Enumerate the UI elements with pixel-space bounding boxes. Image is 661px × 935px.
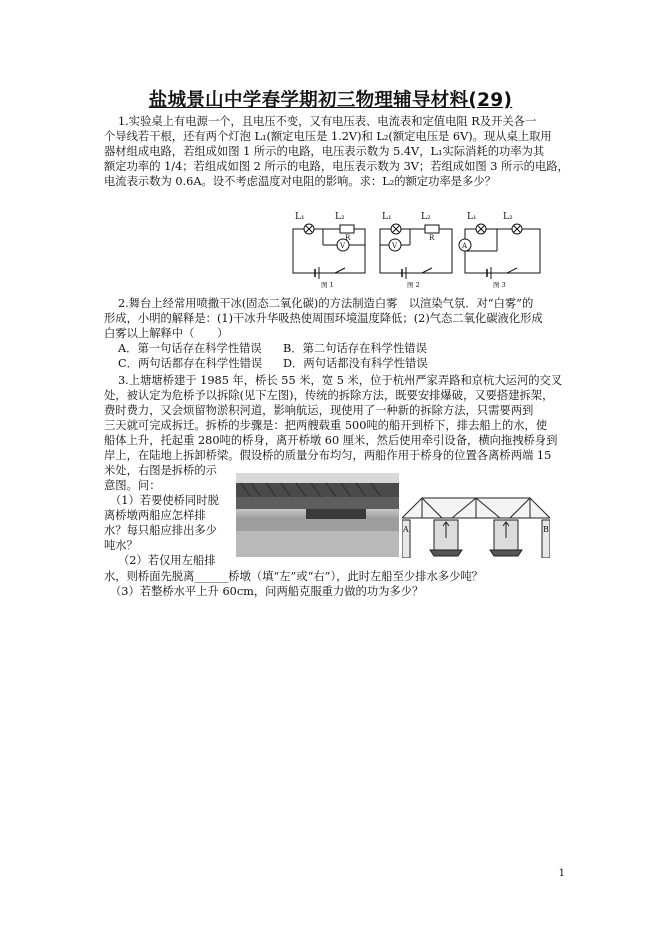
- svg-text:A: A: [403, 525, 409, 534]
- q2-option-a: A．第一句话存在科学性错误: [118, 342, 262, 355]
- svg-text:图 2: 图 2: [407, 281, 420, 289]
- q2-option-d: D．两句话都没有科学性错误: [283, 357, 428, 370]
- q2-line: 白雾以上解释中（ ）: [104, 327, 229, 340]
- q3-line: 3.上塘塘桥建于 1985 年，桥长 55 米，宽 5 米，位于杭州严家弄路和京杭大运河的交叉: [118, 374, 563, 387]
- q3-tail-line: 水，则桥面先脱离______桥墩（填“左”或“右”），此时左船至少排水多少吨？: [104, 570, 483, 583]
- svg-text:图 3: 图 3: [493, 281, 506, 289]
- svg-text:R: R: [345, 234, 351, 242]
- q2-option-b: B．第二句话存在科学性错误: [283, 342, 427, 355]
- q3-left-line: 米处，右图是拆桥的示: [104, 464, 217, 477]
- q3-line: 处，被认定为危桥予以拆除(见下左图)，传统的拆除方法，既要安排爆破，又要搭建拆架，: [104, 389, 554, 402]
- svg-text:L₂: L₂: [503, 212, 513, 222]
- q3-line: 三天就可完成拆迁。拆桥的步骤是：把两艘载重 500吨的船开到桥下，排去船上的水，使: [104, 419, 548, 432]
- q1-line: 1.实验桌上有电源一个，且电压不变，又有电压表、电流表和定值电阻 R及开关各一: [118, 115, 537, 128]
- q1-line: 器材组成电路，若组成如图 1 所示的电路，电压表示数为 5.4V，L₁实际消耗的功率为其: [104, 145, 545, 158]
- q3-left-line: 水？每只船应排出多少: [104, 524, 217, 537]
- circuit-diagrams: [285, 205, 550, 290]
- svg-text:V: V: [340, 242, 346, 250]
- svg-text:L₂: L₂: [421, 212, 431, 222]
- svg-text:图 1: 图 1: [321, 281, 334, 289]
- q3-left-line: 意图。问：: [104, 479, 161, 492]
- q2-line: 2.舞台上经常用喷撒干冰(固态二氧化碳)的方法制造白雾 以渲染气氛．对“白雾”的: [118, 297, 534, 310]
- svg-text:B: B: [543, 525, 549, 534]
- svg-text:L₁: L₁: [382, 212, 392, 222]
- q2-line: 形成，小明的解释是：(1)干冰升华吸热使周围环境温度降低；(2)气态二氧化碳液化形成: [104, 312, 543, 325]
- svg-text:R: R: [429, 234, 435, 242]
- svg-text:L₂: L₂: [335, 212, 345, 222]
- page-title: 盐城景山中学春学期初三物理辅导材料(29): [148, 90, 513, 111]
- svg-text:L₁: L₁: [295, 212, 305, 222]
- svg-text:L₁: L₁: [467, 212, 477, 222]
- q3-tail-line: （3）若整桥水平上升 60cm，问两船克服重力做的功为多少？: [110, 585, 424, 598]
- bridge-diagram: [402, 488, 550, 558]
- q1-line: 个导线若干根，还有两个灯泡 L₁(额定电压是 1.2V)和 L₂(额定电压是 6V)。现从桌上取用: [104, 130, 552, 143]
- q1-line: 电流表示数为 0.6A。设不考虑温度对电阻的影响。求：L₂的额定功率是多少？: [104, 175, 496, 188]
- svg-text:A: A: [462, 242, 468, 250]
- q3-line: 费时费力，又会烦留物淤积河道，影响航运，现使用了一种新的拆除方法，只需要两到: [104, 404, 534, 417]
- q3-left-line: 离桥墩两船应怎样排: [104, 509, 206, 522]
- q3-left-line: 吨水？: [104, 539, 138, 552]
- q3-line: 船体上升，托起重 280吨的桥身，离开桥墩 60 厘米，然后使用牵引设备，横向拖拽桥身到: [104, 434, 558, 447]
- q3-left-line: （2）若仅用左船排: [118, 554, 216, 567]
- svg-text:V: V: [392, 242, 398, 250]
- bridge-photo: [236, 473, 399, 557]
- q2-option-c: C．两句话都存在科学性错误: [118, 357, 263, 370]
- q3-left-line: （1）若要使桥同时脱: [110, 494, 219, 507]
- page-number: 1: [558, 868, 565, 879]
- q1-line: 额定功率的 1/4；若组成如图 2 所示的电路，电压表示数为 3V；若组成如图 3 所示的电路，: [104, 160, 569, 173]
- q3-line: 岸上，在陆地上拆卸桥梁。假设桥的质量分布均匀，两船作用于桥身的位置各离桥两端 15: [104, 449, 552, 462]
